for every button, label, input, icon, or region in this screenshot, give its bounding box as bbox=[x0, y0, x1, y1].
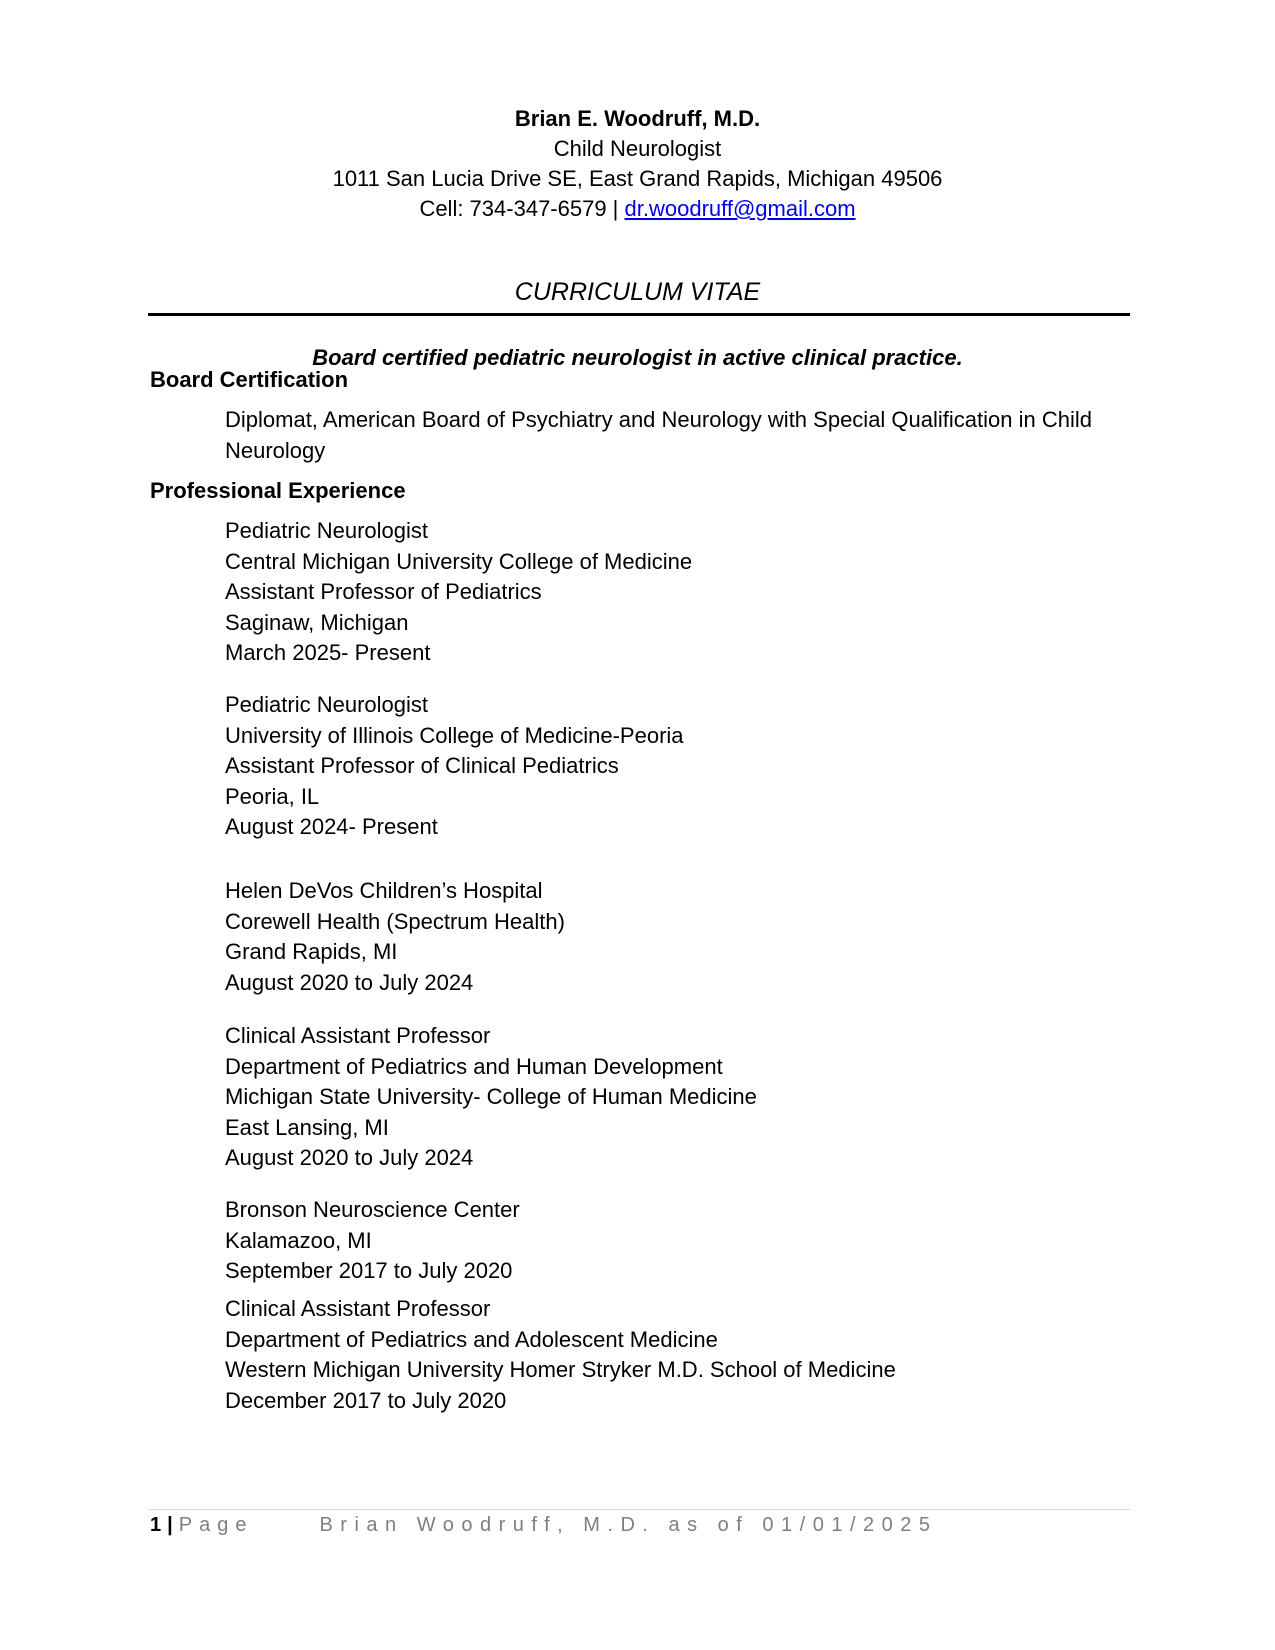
experience-line: Department of Pediatrics and Adolescent Medicine bbox=[225, 1326, 718, 1352]
experience-line: Grand Rapids, MI bbox=[225, 939, 398, 964]
experience-line: Pediatric Neurologist bbox=[225, 692, 428, 717]
tagline: Board certified pediatric neurologist in active clinical practice. bbox=[312, 345, 963, 370]
experience-line: March 2025- Present bbox=[225, 640, 431, 665]
experience-line: Western Michigan University Homer Stryker M.D. School of Medicine bbox=[225, 1357, 896, 1382]
experience-line: Kalamazoo, MI bbox=[225, 1227, 372, 1253]
experience-line: Corewell Health (Spectrum Health) bbox=[225, 908, 565, 934]
experience-line: University of Illinois College of Medicine-Peoria bbox=[225, 722, 684, 748]
document-title: CURRICULUM VITAE bbox=[514, 278, 761, 306]
experience-line: August 2020 to July 2024 bbox=[225, 969, 474, 995]
candidate-name: Brian E. Woodruff, M.D. bbox=[514, 106, 761, 131]
experience-line: Assistant Professor of Clinical Pediatrics bbox=[225, 753, 619, 778]
experience-entry bbox=[225, 876, 1130, 998]
experience-line: Assistant Professor of Pediatrics bbox=[225, 579, 542, 604]
experience-line: East Lansing, MI bbox=[225, 1114, 389, 1140]
experience-entry bbox=[225, 1294, 1130, 1416]
page-label: Page bbox=[178, 1514, 254, 1536]
title-divider bbox=[148, 313, 1130, 316]
experience-line: Clinical Assistant Professor bbox=[225, 1296, 491, 1321]
section-heading-board-certification: Board Certification bbox=[150, 367, 349, 392]
footer-separator: | bbox=[167, 1514, 173, 1536]
experience-line: Department of Pediatrics and Human Development bbox=[225, 1053, 723, 1079]
experience-line: Bronson Neuroscience Center bbox=[225, 1197, 520, 1222]
experience-entry bbox=[225, 516, 1130, 669]
experience-line: Peoria, IL bbox=[225, 783, 320, 809]
board-certification-body: Diplomat, American Board of Psychiatry and Neurology with Special Qualification in Child Neurology bbox=[225, 407, 1092, 463]
experience-entry bbox=[225, 690, 1130, 843]
experience-entry bbox=[225, 1195, 1130, 1287]
experience-line: Clinical Assistant Professor bbox=[225, 1023, 491, 1048]
section-heading-professional-experience: Professional Experience bbox=[150, 478, 406, 503]
experience-line: August 2020 to July 2024 bbox=[225, 1145, 474, 1170]
footer-divider bbox=[148, 1509, 1130, 1510]
experience-line: Michigan State University- College of Human Medicine bbox=[225, 1084, 757, 1109]
contact-header bbox=[0, 104, 1275, 224]
experience-line: December 2017 to July 2020 bbox=[225, 1387, 507, 1413]
experience-line: August 2024- Present bbox=[225, 814, 438, 839]
specialty: Child Neurologist bbox=[553, 136, 722, 161]
experience-entry bbox=[225, 1021, 1130, 1174]
page-number: 1 bbox=[150, 1514, 162, 1536]
email-link[interactable]: dr.woodruff@gmail.com bbox=[624, 196, 856, 221]
board-certification-text bbox=[225, 405, 1130, 466]
experience-line: Pediatric Neurologist bbox=[225, 518, 428, 543]
phone: Cell: 734-347-6579 | bbox=[419, 196, 625, 221]
experience-line: Central Michigan University College of Medicine bbox=[225, 548, 693, 574]
address: 1011 San Lucia Drive SE, East Grand Rapids, Michigan 49506 bbox=[332, 166, 943, 191]
experience-line: Saginaw, Michigan bbox=[225, 609, 409, 635]
experience-line: Helen DeVos Children’s Hospital bbox=[225, 878, 543, 903]
page-footer bbox=[150, 1511, 938, 1539]
experience-line: September 2017 to July 2020 bbox=[225, 1258, 513, 1283]
footer-text: Brian Woodruff, M.D. as of 01/01/2025 bbox=[319, 1514, 938, 1536]
contact-line bbox=[0, 194, 1275, 224]
